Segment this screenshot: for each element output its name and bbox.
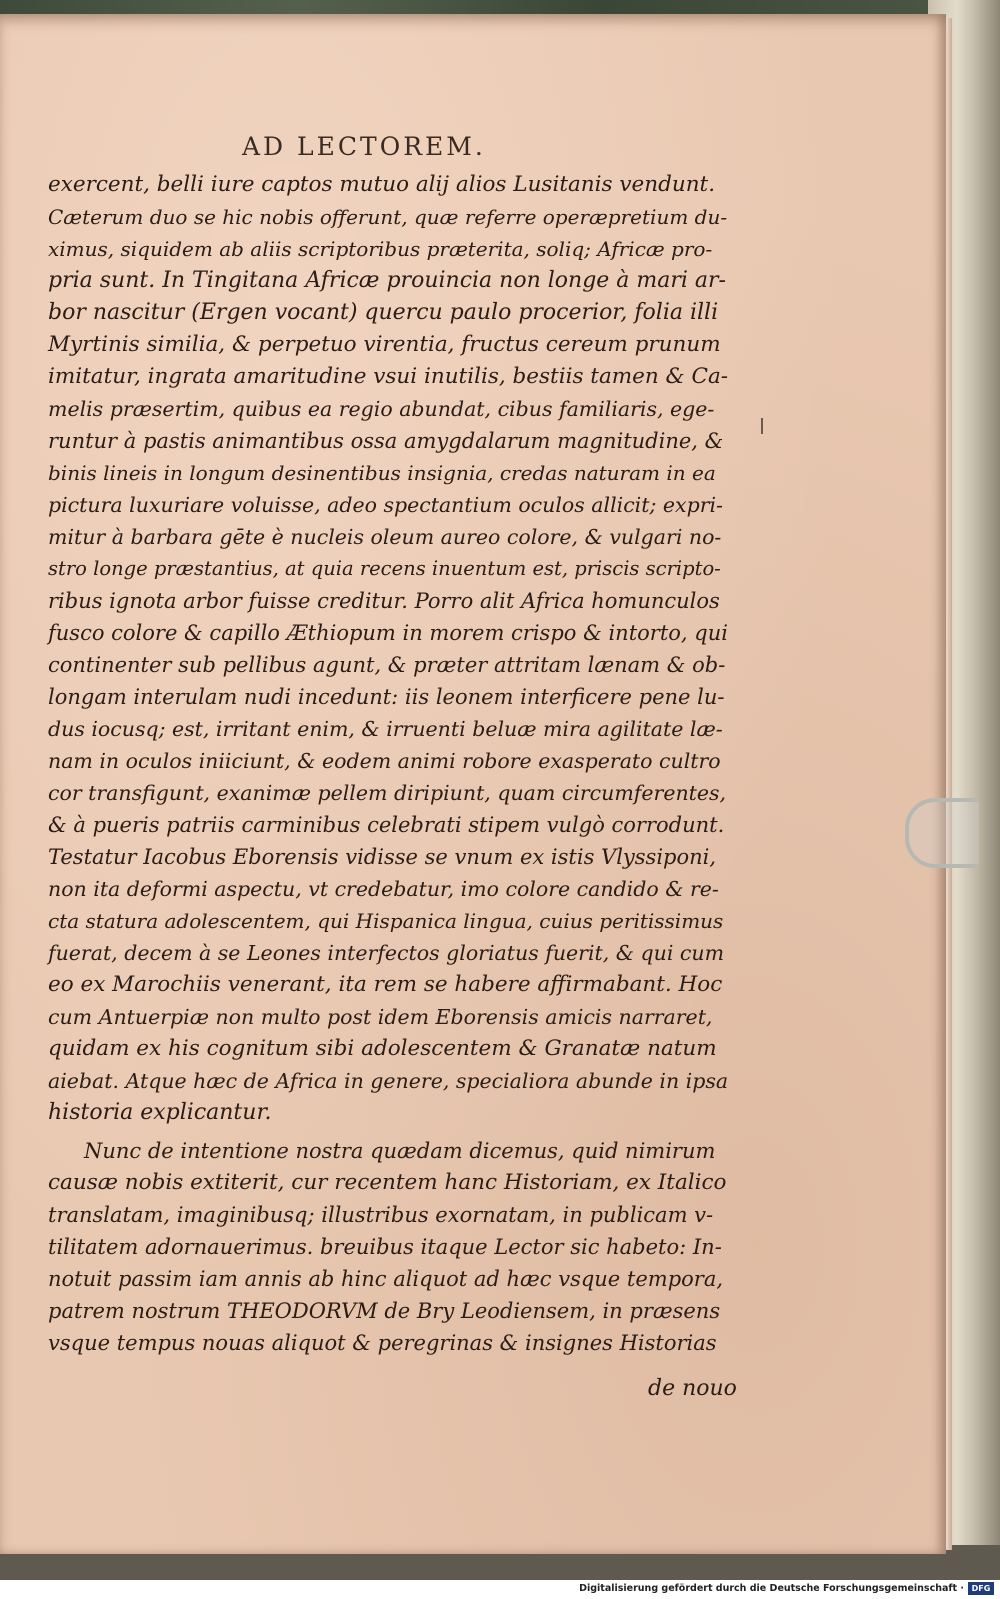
text-line: continenter sub pellibus agunt, & præter attritam lænam & ob- bbox=[48, 653, 726, 677]
margin-mark bbox=[761, 418, 763, 434]
text-line: tilitatem adornauerimus. breuibus itaque Lector sic habeto: In- bbox=[48, 1235, 722, 1259]
text-line: melis præsertim, quibus ea regio abundat, cibus familiaris, ege- bbox=[48, 397, 715, 421]
text-line: pictura luxuriare voluisse, adeo spectantium oculos allicit; expri- bbox=[48, 493, 723, 517]
text-line: runtur à pastis animantibus ossa amygdalarum magnitudine, & bbox=[48, 429, 724, 453]
text-line: causæ nobis extiterit, cur recentem hanc Historiam, ex Italico bbox=[48, 1170, 727, 1195]
text-line: Myrtinis similia, & perpetuo virentia, fructus cereum prunum bbox=[48, 332, 721, 357]
page-clip bbox=[905, 798, 979, 868]
text-line: Testatur Iacobus Eborensis vidisse se vnum ex istis Vlyssiponi, bbox=[48, 845, 717, 869]
text-line: mitur à barbara gēte è nucleis oleum aureo colore, & vulgari no- bbox=[48, 525, 722, 549]
catchword: de nouo bbox=[648, 1376, 737, 1401]
text-line: stro longe præstantius, at quia recens inuentum est, priscis scripto- bbox=[48, 557, 721, 580]
text-line: pria sunt. In Tingitana Africæ prouincia non longe à mari ar- bbox=[48, 268, 726, 293]
text-line: dus iocusq; est, irritant enim, & irruenti beluæ mira agilitate læ- bbox=[48, 717, 723, 741]
text-line: aiebat. Atque hæc de Africa in genere, specialiora abunde in ipsa bbox=[48, 1069, 729, 1093]
text-line: cta statura adolescentem, qui Hispanica lingua, cuius peritissimus bbox=[48, 909, 724, 933]
text-line: nam in oculos iniiciunt, & eodem animi robore exasperato cultro bbox=[48, 749, 721, 773]
text-line: Nunc de intentione nostra quædam dicemus, quid nimirum bbox=[84, 1139, 716, 1163]
text-line: historia explicantur. bbox=[48, 1100, 272, 1125]
text-line: fusco colore & capillo Æthiopum in morem crispo & intorto, qui bbox=[48, 621, 728, 645]
text-line: non ita deformi aspectu, vt credebatur, imo colore candido & re- bbox=[48, 877, 719, 901]
text-line: eo ex Marochiis venerant, ita rem se habere affirmabant. Hoc bbox=[48, 972, 723, 997]
dfg-logo: DFG bbox=[968, 1582, 994, 1595]
text-line: patrem nostrum THEODORVM de Bry Leodiensem, in præsens bbox=[48, 1299, 721, 1323]
funding-credit: Digitalisierung gefördert durch die Deutsche Forschungsgemeinschaft · bbox=[579, 1583, 964, 1594]
text-line: longam interulam nudi incedunt: iis leonem interficere pene lu- bbox=[48, 685, 725, 709]
text-line: translatam, imaginibusq; illustribus exornatam, in publicam v- bbox=[48, 1203, 714, 1227]
text-line: quidam ex his cognitum sibi adolescentem & Granatæ natum bbox=[48, 1036, 717, 1061]
text-line: vsque tempus nouas aliquot & peregrinas & insignes Historias bbox=[48, 1331, 717, 1355]
text-line: notuit passim iam annis ab hinc aliquot ad hæc vsque tempora, bbox=[48, 1267, 724, 1291]
text-line: cor transfigunt, exanimæ pellem diripiunt, quam circumferentes, bbox=[48, 781, 727, 805]
text-line: fuerat, decem à se Leones interfectos gloriatus fuerit, & qui cum bbox=[48, 941, 725, 965]
book-page bbox=[0, 14, 946, 1554]
text-line: exercent, belli iure captos mutuo alij alios Lusitanis vendunt. bbox=[48, 172, 716, 197]
text-line: imitatur, ingrata amaritudine vsui inutilis, bestiis tamen & Ca- bbox=[48, 364, 729, 389]
text-line: bor nascitur (Ergen vocant) quercu paulo procerior, folia illi bbox=[48, 300, 719, 325]
running-header: AD LECTOREM. bbox=[242, 132, 486, 161]
text-line: binis lineis in longum desinentibus insignia, credas naturam in ea bbox=[48, 461, 716, 485]
text-line: Cæterum duo se hic nobis offerunt, quæ referre operæpretium du- bbox=[48, 205, 728, 229]
text-line: cum Antuerpiæ non multo post idem Eborensis amicis narraret, bbox=[48, 1005, 713, 1029]
text-line: ximus, siquidem ab aliis scriptoribus præterita, soliq; Africæ pro- bbox=[48, 237, 713, 261]
text-line: ribus ignota arbor fuisse creditur. Porro alit Africa homunculos bbox=[48, 589, 720, 613]
text-line: & à pueris patriis carminibus celebrati stipem vulgò corrodunt. bbox=[48, 813, 725, 837]
